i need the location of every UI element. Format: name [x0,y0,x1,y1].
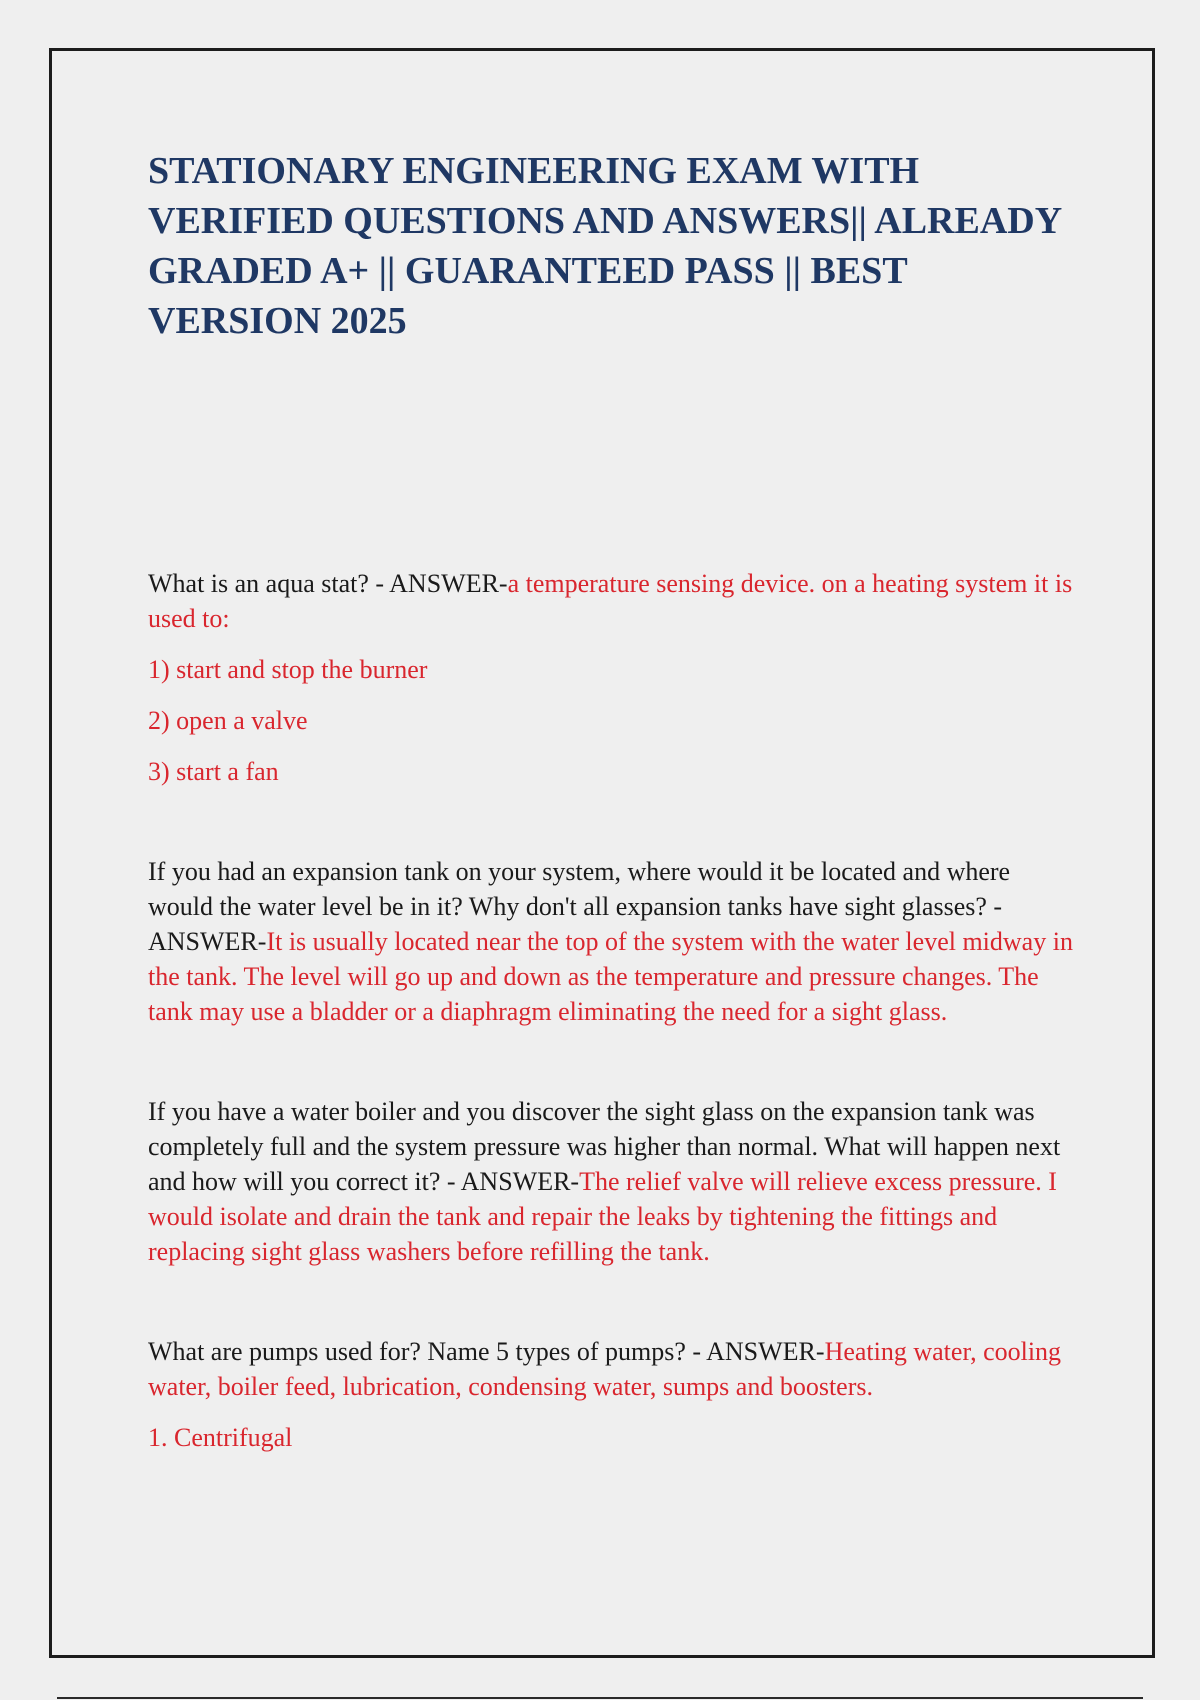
question-text: What are pumps used for? Name 5 types of pumps? - ANSWER- [148,1337,825,1366]
question-text: If you had an expansion tank on your system, where would it be located and where would the water level be in it? Why don't all expansion tanks have sight glasses? - ANSWER- [148,857,1011,956]
qa-paragraph [148,1334,1078,1404]
qa-paragraph [148,566,1078,636]
answer-list-item: 2) open a valve [148,706,308,735]
answer-list-item: 3) start a fan [148,757,279,786]
next-page-edge [57,1697,1143,1699]
qa-list [148,566,1078,1455]
answer-text: It is usually located near the top of the system with the water level midway in the tank. The level will go up and down as the temperature and pressure changes. The tank may use a bladder or a diaphragm eliminating the need for a sight glass. [148,927,1073,1026]
document-title: STATIONARY ENGINEERING EXAM WITH VERIFIED QUESTIONS AND ANSWERS|| ALREADY GRADED A+ || GUARANTEED PASS || BEST VERSION 2025 [148,150,1061,342]
answer-list-item: 1. Centrifugal [148,1423,293,1452]
question-text: If you have a water boiler and you discover the sight glass on the expansion tank was completely full and the system pressure was higher than normal. What will happen next and how will you correct it? - ANSWER- [148,1097,1061,1196]
qa-item-expansion-tank [148,854,1078,1029]
answer-text: Heating water, cooling water, boiler feed, lubrication, condensing water, sumps and boosters. [148,1337,1062,1401]
answer-text: The relief valve will relieve excess pressure. I would isolate and drain the tank and repair the leaks by tightening the fittings and replacing sight glass washers before refilling the tank. [148,1167,1057,1266]
qa-item-pumps [148,1334,1078,1455]
question-text: What is an aqua stat? - ANSWER- [148,569,508,598]
qa-item-water-boiler [148,1094,1078,1269]
qa-paragraph [148,1094,1078,1269]
qa-paragraph [148,854,1078,1029]
answer-list-item: 1) start and stop the burner [148,655,428,684]
qa-item-aqua-stat [148,566,1078,789]
document-page [49,48,1155,1658]
answer-text: a temperature sensing device. on a heating system it is used to: [148,569,1073,633]
